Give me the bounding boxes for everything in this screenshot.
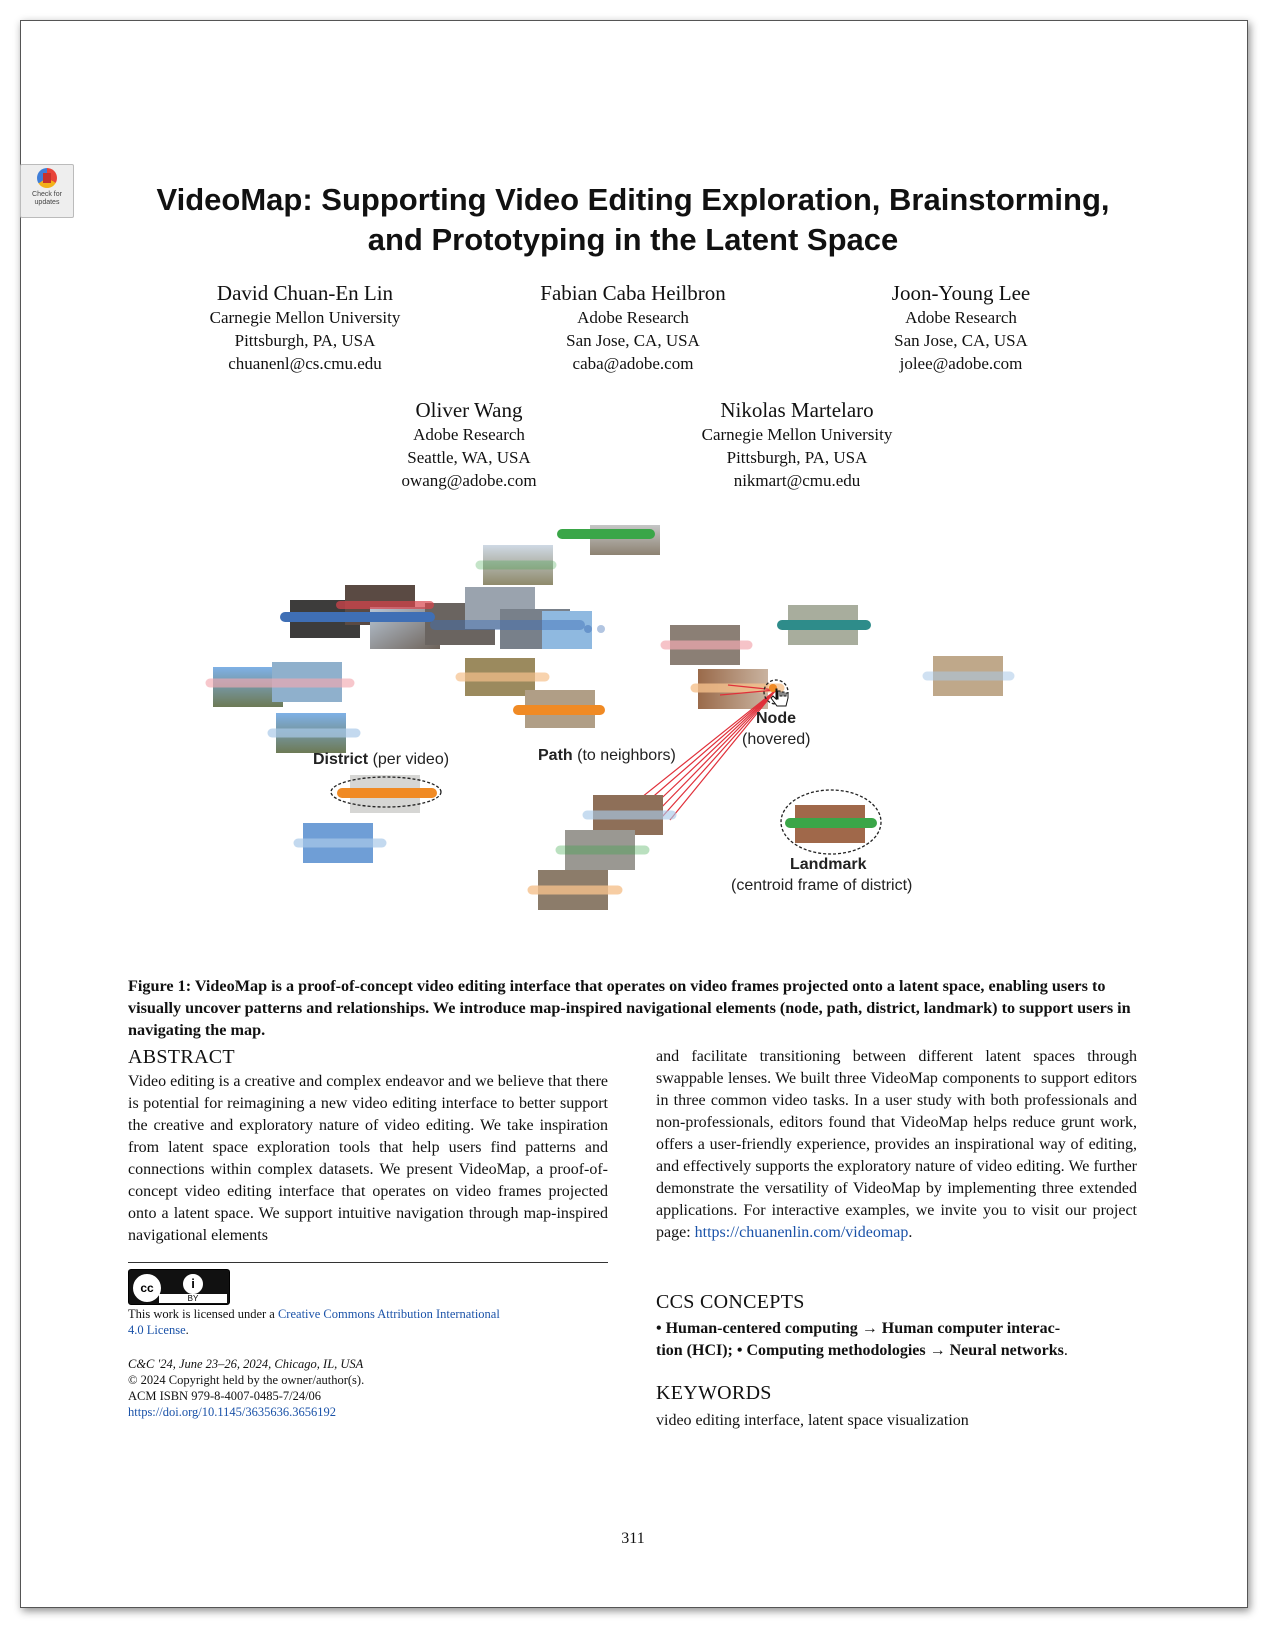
author-affiliation: Carnegie Mellon University — [209, 308, 401, 327]
license-prefix: This work is licensed under a — [128, 1307, 278, 1321]
author-name: Joon-Young Lee — [891, 281, 1031, 305]
district-element — [331, 775, 441, 813]
node-sublabel: (hovered) — [742, 731, 811, 748]
keywords-heading: KEYWORDS — [656, 1382, 772, 1404]
badge-line1: Check for — [32, 191, 62, 198]
footnote-rule — [128, 1262, 608, 1263]
author-location: Pittsburgh, PA, USA — [726, 448, 868, 467]
frame-cluster-lower-center — [532, 795, 672, 910]
frame-cluster-right — [665, 605, 1010, 709]
figure-caption: Figure 1: VideoMap is a proof-of-concept video editing interface that operates on video frames projected onto a latent space, enabling users to visually uncover patterns and relationships. We introduce map-inspired navigational elements (node, path, district, landmark) to support users in navigating the map. — [128, 977, 1131, 1039]
author-location: San Jose, CA, USA — [894, 331, 1028, 350]
abstract-heading: ABSTRACT — [128, 1046, 235, 1068]
author-location: San Jose, CA, USA — [566, 331, 700, 350]
by-label: BY — [159, 1294, 227, 1303]
author-block — [319, 397, 619, 492]
license-text — [128, 1306, 608, 1338]
frame-cluster-left — [210, 662, 356, 753]
conference-venue: C&C '24, June 23–26, 2024, Chicago, IL, USA — [128, 1357, 364, 1371]
author-name: David Chuan-En Lin — [216, 281, 394, 305]
frame-cluster-top — [480, 525, 660, 585]
conference-info — [128, 1356, 608, 1420]
ccs-line-2-period: . — [1063, 1342, 1068, 1359]
author-email: chuanenl@cs.cmu.edu — [228, 354, 382, 373]
path-label — [538, 747, 676, 765]
author-location: Seattle, WA, USA — [407, 448, 531, 467]
ccs-line-2 — [656, 1340, 1137, 1362]
badge-line2: updates — [34, 199, 60, 206]
paper-title — [110, 180, 1156, 260]
abstract-continuation: and facilitate transitioning between different latent spaces through swappable lenses. We built three VideoMap components to support editors in three common video tasks. In a user study with both professionals and non-professionals, editors found that VideoMap helps reduce grunt work, offers a user-friendly experience, provides an inspirational way of editing, and effectively supports the exploratory nature of video editing. We further demonstrate the versatility of VideoMap by implementing three extended applications. For interactive examples, we invite you to visit our project page: — [656, 1048, 1137, 1241]
author-email: owang@adobe.com — [401, 471, 537, 490]
author-location: Pittsburgh, PA, USA — [234, 331, 376, 350]
license-link-2[interactable]: 4.0 License — [128, 1323, 186, 1337]
district-label — [313, 751, 449, 769]
frame-cluster-upper-left — [285, 585, 605, 649]
keywords-text: video editing interface, latent space visualization — [656, 1412, 969, 1429]
author-email: jolee@adobe.com — [899, 354, 1023, 373]
title-line-1: VideoMap: Supporting Video Editing Exploration, Brainstorming, — [156, 182, 1110, 217]
author-block — [155, 280, 455, 375]
author-affiliation: Adobe Research — [413, 425, 525, 444]
landmark-label — [790, 856, 866, 874]
ccs-concepts — [656, 1318, 1137, 1362]
cc-by-license-icon — [128, 1269, 230, 1305]
copyright-line: © 2024 Copyright held by the owner/author(s). — [128, 1373, 365, 1387]
author-affiliation: Adobe Research — [905, 308, 1017, 327]
isbn-line: ACM ISBN 979-8-4007-0485-7/24/06 — [128, 1389, 322, 1403]
abstract-end-period: . — [908, 1224, 913, 1241]
frame-cluster-lower-left — [298, 823, 382, 863]
district-label-sub: (per video) — [372, 751, 450, 768]
abstract-text-right — [656, 1046, 1137, 1244]
landmark-element — [781, 790, 881, 854]
frame-dot — [584, 625, 592, 633]
license-link-1[interactable]: Creative Commons Attribution International — [277, 1307, 500, 1321]
author-affiliation: Adobe Research — [577, 308, 689, 327]
check-for-updates-badge[interactable] — [20, 164, 74, 218]
author-email: nikmart@cmu.edu — [733, 471, 861, 490]
landmark-sublabel: (centroid frame of district) — [731, 877, 913, 894]
doi-link[interactable]: https://doi.org/10.1145/3635636.3656192 — [128, 1405, 336, 1419]
videomap-figure — [200, 525, 1080, 950]
project-page-link[interactable]: https://chuanenlin.com/videomap — [694, 1224, 909, 1241]
frame-dot — [597, 625, 605, 633]
license-suffix: . — [185, 1323, 189, 1337]
landmark-label-title: Landmark — [790, 856, 867, 873]
author-affiliation: Carnegie Mellon University — [701, 425, 893, 444]
bookmark-icon — [37, 168, 57, 188]
path-label-title: Path — [538, 747, 573, 764]
title-line-2: and Prototyping in the Latent Space — [367, 222, 899, 257]
frame-cluster-center — [460, 658, 600, 728]
path-label-sub: (to neighbors) — [577, 747, 676, 764]
author-block — [647, 397, 947, 492]
attribution-person-icon: i — [181, 1272, 205, 1296]
ccs-line-2-text: tion (HCI); • Computing methodologies → Neural networks — [656, 1342, 1064, 1359]
author-block — [811, 280, 1111, 375]
node-label — [756, 710, 796, 728]
author-name: Fabian Caba Heilbron — [540, 281, 726, 305]
ccs-line-1: • Human-centered computing → Human computer interac- — [656, 1320, 1061, 1337]
node-label-title: Node — [756, 710, 796, 727]
author-name: Oliver Wang — [415, 398, 523, 422]
author-name: Nikolas Martelaro — [720, 398, 874, 422]
district-label-title: District — [313, 751, 369, 768]
ccs-heading: CCS CONCEPTS — [656, 1291, 805, 1313]
abstract-text-left: Video editing is a creative and complex endeavor and we believe that there is potential for reimagining a new video editing interface to better support the creative and exploratory nature of video editing. We take inspiration from latent space exploration tools that help users find patterns and connections within complex datasets. We present VideoMap, a proof-of-concept video editing interface that operates on video frames projected onto a latent space. We support intuitive navigation through map-inspired navigational elements — [128, 1073, 608, 1244]
page-number: 311 — [621, 1530, 645, 1547]
author-block — [483, 280, 783, 375]
cc-icon: cc — [133, 1274, 161, 1302]
author-email: caba@adobe.com — [572, 354, 694, 373]
